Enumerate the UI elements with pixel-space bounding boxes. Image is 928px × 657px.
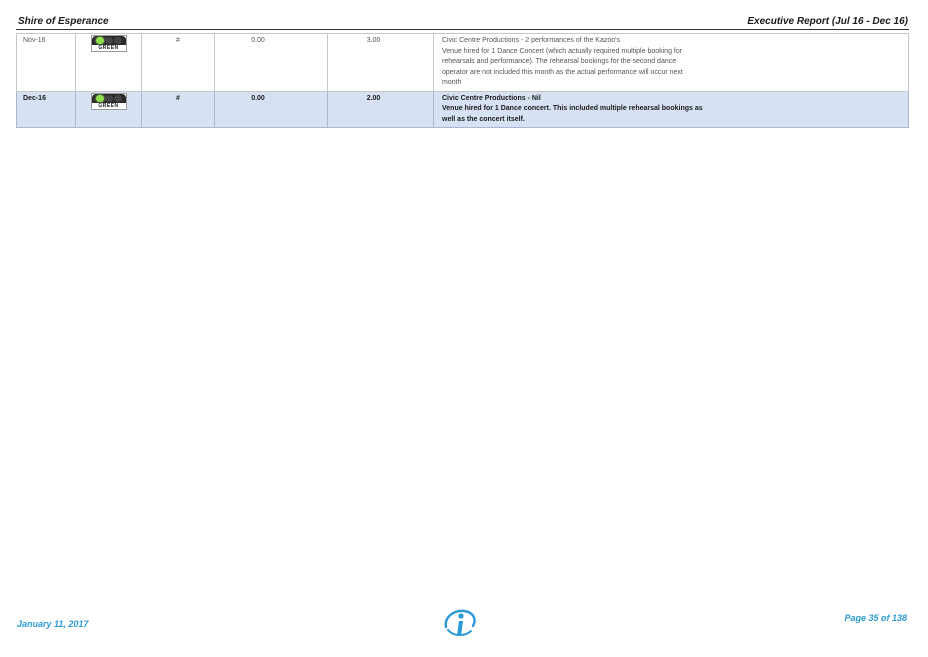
comment-cell (434, 91, 909, 128)
report-date: January 11, 2017 (17, 619, 89, 629)
status-label: GREEN (98, 45, 119, 51)
comment-line: Venue hired for 1 Dance concert. This included multiple rehearsal bookings as (442, 105, 703, 112)
comment-line: Venue hired for 1 Dance Concert (which actually required multiple booking for (442, 47, 683, 55)
comment-line: operator are not included this month as the actual performance will occur next (442, 68, 683, 76)
kpi-table (16, 33, 909, 128)
value-a-cell: 0.00 (215, 34, 328, 92)
month-cell: Dec-16 (17, 91, 76, 128)
value-b-cell: 3.00 (328, 34, 434, 92)
header-divider (16, 29, 909, 30)
report-title: Executive Report (Jul 16 - Dec 16) (747, 16, 908, 27)
page-number: Page 35 of 138 (844, 613, 907, 623)
month-cell: Nov-16 (17, 34, 76, 92)
comment-line: Civic Centre Productions - 2 performances of the Kazoo's (442, 37, 620, 44)
traffic-light-icon (91, 93, 127, 110)
table-row (17, 34, 909, 92)
table-row (17, 91, 909, 128)
target-cell: # (142, 91, 215, 128)
organisation-name: Shire of Esperance (18, 16, 109, 27)
comment-line: rehearsals and performance). The rehearsal bookings for the second dance (442, 58, 677, 65)
comment-line: Civic Centre Productions - Nil (442, 94, 541, 102)
value-a-cell: 0.00 (215, 91, 328, 128)
comment-cell (434, 34, 909, 92)
comment-line: month (442, 79, 462, 86)
value-b-cell: 2.00 (328, 91, 434, 128)
status-label: GREEN (98, 102, 119, 109)
info-i-logo-icon (440, 607, 478, 639)
comment-line: well as the concert itself. (442, 115, 525, 123)
status-cell (76, 91, 142, 128)
target-cell: # (142, 34, 215, 92)
status-cell (76, 34, 142, 92)
traffic-light-icon (91, 35, 127, 52)
